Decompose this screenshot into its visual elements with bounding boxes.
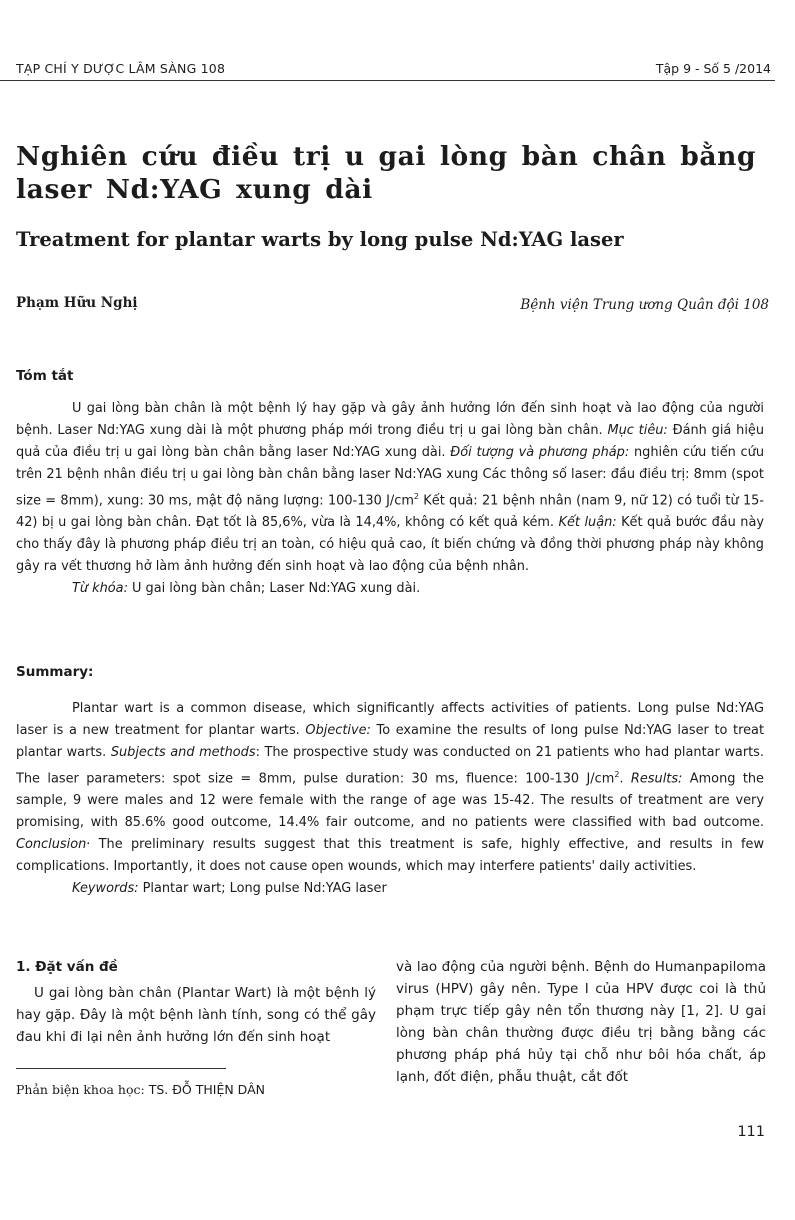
abstract-en bbox=[16, 698, 764, 900]
author-name: Phạm Hữu Nghị bbox=[16, 295, 138, 311]
article-title: Nghiên cứu điều trị u gai lòng bàn chân bằng laser Nd:YAG xung dài bbox=[16, 141, 757, 205]
abstract-vi bbox=[16, 398, 764, 600]
abstract-en-body: Plantar wart is a common disease, which significantly affects activities of patients. Long pulse Nd:YAG laser is a new treatment for plantar warts. Objective: To examine the results of long pulse Nd:YAG laser to treat plantar warts. Subjects and methods: The prospective study was conducted on 21 patients who had plantar warts. The laser parameters: spot size = 8mm, pulse duration: 30 ms, fluence: 100-130 $J/cm^2$. Results: Among the sample, 9 were males and 12 were female with the range of age was 15-42. The results of treatment are very promising, with 85.6% good outcome, 14.4% fair outcome, and no patients were classified with bad outcome. Conclusion· The preliminary results suggest that this treatment is safe, highly effective, and results in few complications. Importantly, it does not cause open wounds, which may interfere patients' daily activities. bbox=[16, 701, 764, 875]
issue-info: Tập 9 - Số 5 /2014 bbox=[655, 61, 771, 76]
section1-left-column bbox=[16, 956, 376, 1048]
header-divider bbox=[0, 80, 775, 81]
author-affiliation: Bệnh viện Trung ương Quân đội 108 bbox=[520, 297, 769, 313]
section1-right-column bbox=[396, 956, 766, 1088]
abstract-vi-heading: Tóm tắt bbox=[16, 368, 74, 384]
page-number: 111 bbox=[737, 1124, 765, 1140]
reviewer-name: TS. ĐỖ THIỆN DÂN bbox=[144, 1082, 265, 1097]
footnote-divider bbox=[16, 1068, 226, 1069]
journal-name: TẠP CHÍ Y DƯỢC LÂM SÀNG 108 bbox=[16, 61, 226, 76]
summary-heading: Summary: bbox=[16, 664, 94, 680]
section1-heading: 1. Đặt vấn đề bbox=[16, 959, 118, 975]
abstract-vi-body: U gai lòng bàn chân là một bệnh lý hay gặp và gây ảnh hưởng lớn đến sinh hoạt và lao động của người bệnh. Laser Nd:YAG xung dài là một phương pháp mới trong điều trị u gai lòng bàn chân. Mục tiêu: Đánh giá hiệu quả của điều trị u gai lòng bàn chân bằng laser Nd:YAG xung dài. Đối tượng và phương pháp: nghiên cứu tiến cứu trên 21 bệnh nhân điều trị u gai lòng bàn chân bằng laser Nd:YAG xung Các thông số laser: đầu điều trị: 8mm (spot size = 8mm), xung: 30 ms, mật độ năng lượng: 100-130 $J/cm^2$ Kết quả: 21 bệnh nhân (nam 9, nữ 12) có tuổi từ 15-42) bị u gai lòng bàn chân. Đạt tốt là 85,6%, vừa là 14,4%, không có kết quả kém. Kết luận: Kết quả bước đầu này cho thấy đây là phương pháp điều trị an toàn, có hiệu quả cao, ít biến chứng và đồng thời phương pháp này không gây ra vết thương hở làm ảnh hưởng đến sinh hoạt và lao động của bệnh nhân. bbox=[16, 401, 765, 575]
section1-right-text: và lao động của người bệnh. Bệnh do Humanpapiloma virus (HPV) gây nên. Type I của HPV được coi là thủ phạm trực tiếp gây nên tổn thương này [1, 2]. U gai lòng bàn chân thường được điều trị bằng bằng các phương pháp phá hủy tại chỗ như bôi hóa chất, áp lạnh, đốt điện, phẫu thuật, cắt đốt bbox=[396, 959, 766, 1085]
article-title-english: Treatment for plantar warts by long pulse Nd:YAG laser bbox=[16, 228, 624, 251]
abstract-vi-keywords: Từ khóa: U gai lòng bàn chân; Laser Nd:YAG xung dài. bbox=[72, 581, 421, 597]
footnote bbox=[16, 1082, 265, 1097]
section1-left-text: U gai lòng bàn chân (Plantar Wart) là một bệnh lý hay gặp. Đây là một bệnh lành tính, song có thể gây đau khi đi lại nên ảnh hưởng lớn đến sinh hoạt bbox=[16, 985, 376, 1045]
footnote-label: Phản biện khoa học: bbox=[16, 1082, 145, 1097]
abstract-en-keywords: Keywords: Plantar wart; Long pulse Nd:YAG laser bbox=[72, 881, 387, 897]
